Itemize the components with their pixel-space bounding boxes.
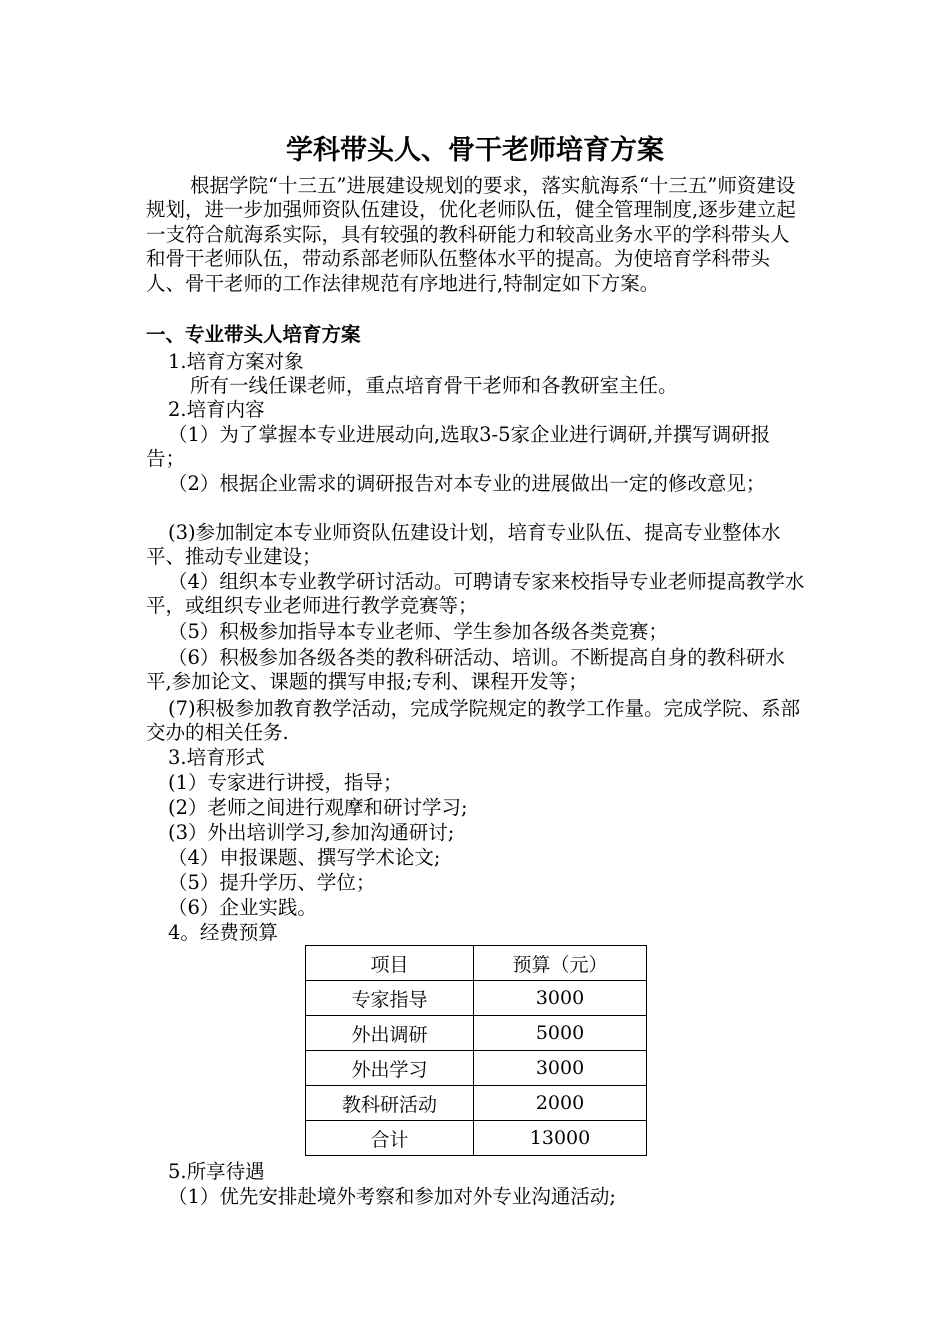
subheading-content: 2.培育内容 [168,398,265,421]
table-cell: 3000 [474,981,647,1016]
target-text: 所有一线任课老师，重点培育骨干老师和各教研室主任。 [190,374,678,397]
subheading-budget: 4。经费预算 [168,921,278,944]
content-item-6: （6）积极参加各级各类的教科研活动、培训。不断提高自身的教科研水平,参加论文、课题的撰写申报;专利、课程开发等； [146,646,785,694]
section-heading-1: 一、专业带头人培育方案 [146,323,361,346]
table-total-row [306,1121,647,1156]
table-cell: 专家指导 [306,981,474,1016]
table-cell: 13000 [474,1121,647,1156]
table-row [306,1086,647,1121]
table-cell: 2000 [474,1086,647,1121]
table-row [306,1016,647,1051]
intro-paragraph: 根据学院“十三五”进展建设规划的要求，落实航海系“十三五”师资建设规划，进一步加强师资队伍建设，优化老师队伍，健全管理制度,逐步建立起一支符合航海系实际，具有较强的教科研能力和较高业务水平的学科带头人和骨干老师队伍，带动系部老师队伍整体水平的提高。为使培育学科带头人、骨干老师的工作法律规范有序地进行,特制定如下方案。 [146,174,796,295]
content-item-5: （5）积极参加指导本专业老师、学生参加各级各类竞赛； [168,620,668,643]
table-cell: 合计 [306,1121,474,1156]
subheading-benefits: 5.所享待遇 [168,1160,265,1183]
form-item-3: (3）外出培训学习,参加沟通研讨; [168,821,455,844]
subheading-target: 1.培育方案对象 [168,350,304,373]
content-item-7: (7)积极参加教育教学活动，完成学院规定的教学工作量。完成学院、系部交办的相关任务. [146,697,801,745]
document-title: 学科带头人、骨干老师培育方案 [286,135,664,166]
subheading-forms: 3.培育形式 [168,746,265,769]
form-item-6: （6）企业实践。 [168,896,317,919]
form-item-1: (1）专家进行讲授，指导； [168,771,403,794]
content-item-2: （2）根据企业需求的调研报告对本专业的进展做出一定的修改意见； [168,472,766,495]
table-row [306,981,647,1016]
table-cell: 3000 [474,1051,647,1086]
table-cell: 外出学习 [306,1051,474,1086]
table-cell: 教科研活动 [306,1086,474,1121]
budget-table [305,945,647,1156]
benefit-item-1: （1）优先安排赴境外考察和参加对外专业沟通活动; [168,1185,616,1208]
content-item-3: (3)参加制定本专业师资队伍建设计划，培育专业队伍、提高专业整体水平、推动专业建设； [146,521,781,569]
table-header-row [306,946,647,981]
table-header-budget: 预算（元） [474,946,647,981]
table-cell: 5000 [474,1016,647,1051]
table-header-item: 项目 [306,946,474,981]
content-item-4: （4）组织本专业教学研讨活动。可聘请专家来校指导专业老师提高教学水平，或组织专业老师进行教学竞赛等； [146,570,805,618]
content-item-1: （1）为了掌握本专业进展动向,选取3-5家企业进行调研,并撰写调研报告； [146,423,771,471]
table-row [306,1051,647,1086]
form-item-5: （5）提升学历、学位； [168,871,376,894]
form-item-4: （4）申报课题、撰写学术论文; [168,846,441,869]
table-cell: 外出调研 [306,1016,474,1051]
form-item-2: (2）老师之间进行观摩和研讨学习; [168,796,468,819]
